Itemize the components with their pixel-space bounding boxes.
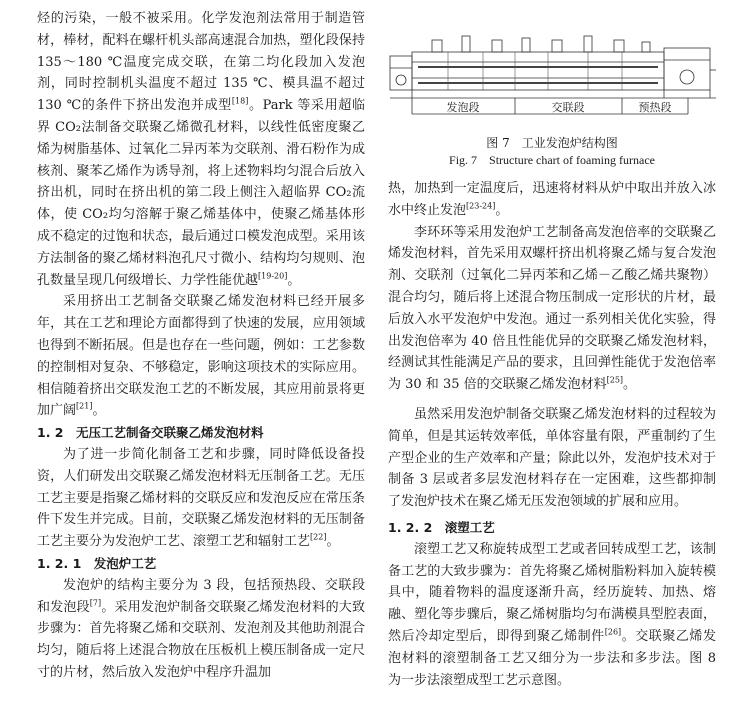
paragraph: 热，加热到一定温度后，迅速将材料从炉中取出并放入冰水中终止发泡[23-24]。 [388,181,716,218]
section-heading: 1. 2 无压工艺制备交联聚乙烯发泡材料 [37,425,264,441]
figure-caption-cn: 图 7 工业发泡炉结构图 [486,136,618,150]
citation: [23-24] [466,201,496,211]
right-column [388,178,716,691]
paragraph: 采用挤出工艺制备交联聚乙烯发泡材料已经开展多年，其在工艺和理论方面都得到了快速的发展，应用领域也得到不断拓展。但是也存在一些问题，例如：工艺参数的控制相对复杂、不够稳定，影响这项技术的实际应用。相信随着挤出交联发泡工艺的不断发展，其应用前景将更加广阔[21]。 [37,294,365,419]
figure-caption-en: Fig. 7 Structure chart of foaming furnace [449,153,655,167]
furnace-section-label: 预热段 [638,101,672,114]
citation: [18] [231,96,249,106]
subsection-heading: 1. 2. 2 滚塑工艺 [388,519,495,535]
citation: [21] [76,402,93,412]
left-column [37,8,365,684]
foaming-furnace-drawing [388,22,716,122]
subsection-heading: 1. 2. 1 发泡炉工艺 [37,555,157,571]
figure-7 [388,22,716,169]
paragraph: 发泡炉的结构主要分为 3 段，包括预热段、交联段和发泡段[7]。采用发泡炉制备交联聚乙烯发泡材料的大致步骤为：首先将聚乙烯和交联剂、发泡剂及其他助剂混合均匀，随后将上述混合物放在压板机上模压制备成一定尺寸的片材，然后放入发泡炉中程序升温加 [37,577,365,680]
paragraph: 烃的污染，一般不被采用。化学发泡剂法常用于制造管材，棒材，配料在螺杆机头部高速混合加热，塑化段保持 135～180 ℃温度完成交联，在第二均化段加入发泡剂，同时控制机头温度不超过 135 ℃、模具温不超过 130 ℃的条件下挤出发泡并成型[18]。Park 等采用超临界 CO₂法制备交联聚乙烯微孔材料，以线性低密度聚乙烯为树脂基体、过氧化二异丙苯为交联剂、滑石粉作为成核剂、聚苯乙烯作为诱导剂，将上述物料均匀混合后放入挤出机，同时在挤出机的第二段上侧注入超临界 CO₂流体，使 CO₂均匀溶解于聚乙烯基体中，使聚乙烯基体形成不稳定的过饱和状态，最后通过口模发泡成型。采用该方法制备的聚乙烯材料泡孔尺寸微小、结构均匀规则、泡孔数量呈现几何级增长、力学性能优越[19-20]。 [37,11,365,288]
paragraph: 滚塑工艺又称旋转成型工艺或者回转成型工艺，该制备工艺的大致步骤为：首先将聚乙烯树脂粉料加入旋转模具中，随着物料的温度逐渐升高，经历旋转、加热、熔融、塑化等步骤后，聚乙烯树脂均匀布满模具型腔表面，然后冷却定型后，即得到聚乙烯制件[26]。交联聚乙烯发泡材料的滚塑制备工艺又细分为一步法和多步法。图 8 为一步法滚塑成型工艺示意图。 [388,541,716,688]
citation: [22] [310,532,327,542]
citation: [26] [604,627,622,637]
citation: [19-20] [258,271,288,281]
paragraph: 李环环等采用发泡炉工艺制备高发泡倍率的交联聚乙烯发泡材料，首先采用双螺杆挤出机将聚乙烯与复合发泡剂、交联剂（过氧化二异丙苯和乙烯－乙酸乙烯共聚物）混合均匀，随后将上述混合物压制成一定形状的片材，最后放入水平发泡炉中发泡。通过一系列相关优化实验，得出发泡倍率为 40 倍且性能优异的交联聚乙烯发泡材料，经测试其性能满足产品的要求，且回弹性能优于发泡倍率为 30 和 35 倍的交联聚乙烯发泡材料[25]。 [388,224,716,393]
citation: [25] [606,375,624,385]
citation: [7] [89,598,102,608]
furnace-section-label: 发泡段 [446,101,480,114]
paragraph: 为了进一步简化制备工艺和步骤，同时降低设备投资，人们研发出交联聚乙烯发泡材料无压制备工艺。无压工艺主要是指聚乙烯材料的交联反应和发泡反应在常压条件下发生并完成。目前，交联聚乙烯发泡材料的无压制备工艺主要分为发泡炉工艺、滚塑工艺和辐射工艺[22]。 [37,446,365,550]
furnace-section-label: 交联段 [551,101,585,114]
paragraph: 虽然采用发泡炉制备交联聚乙烯发泡材料的过程较为简单，但是其运转效率低，单体容量有限，严重制约了生产型企业的生产效率和产量；除此以外，发泡炉技术对于制备 3 层或者多层发泡材料存在一定困难，这些都抑制了发泡炉技术在聚乙烯无压发泡领域的扩展和应用。 [388,406,716,510]
